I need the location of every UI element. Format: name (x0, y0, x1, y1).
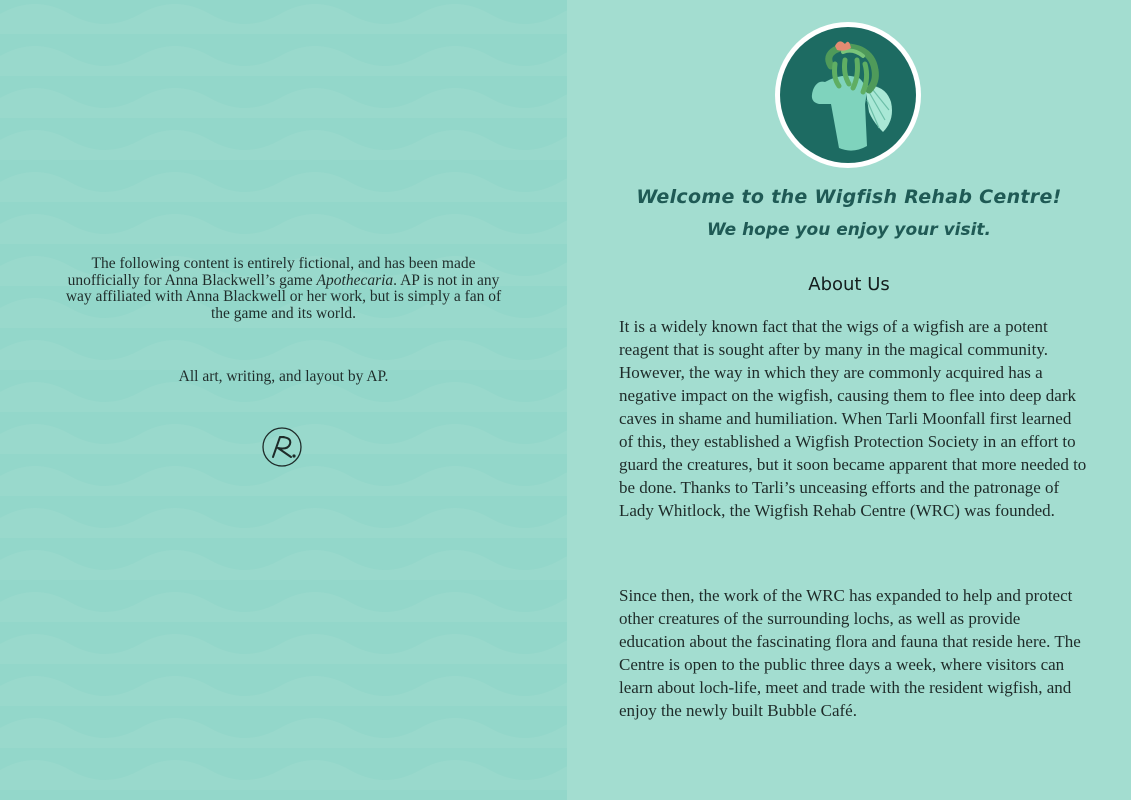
wave-band (0, 676, 567, 706)
wave-band (0, 130, 567, 160)
wave-band (0, 88, 567, 118)
ap-monogram-icon (261, 426, 303, 468)
wave-band (0, 760, 567, 790)
wave-band (0, 550, 567, 580)
wave-band (0, 718, 567, 748)
welcome-title: Welcome to the Wigfish Rehab Centre! (636, 186, 1062, 208)
wave-band (0, 46, 567, 76)
credits-text: All art, writing, and layout by AP. (178, 368, 389, 385)
about-paragraph: It is a widely known fact that the wigs of a wigfish are a potent reagent that is sought after by many in the magical community. However, the way in which they are commonly acquired has a negative impact on the wigfish, causing them to flee into deep dark caves in shame and humiliation. When Tarli Moonfall first learned of this, they established a Wigfish Protection Society in an effort to guard the creatures, but it soon became apparent that more needed to be done. Thanks to Tarli’s unceasing efforts and the patronage of Lady Whitlock, the Wigfish Rehab Centre (WRC) was founded. (619, 317, 1087, 520)
wave-band (0, 466, 567, 496)
wave-band (0, 592, 567, 622)
about-paragraph: Since then, the work of the WRC has expanded to help and protect other creatures of the surrounding lochs, as well as provide education about the fascinating flora and fauna that reside here. The Centre is open to the public three days a week, where visitors can learn about loch-life, meet and trade with the resident wigfish, and enjoy the newly built Bubble Café. (619, 586, 1081, 720)
wave-band (0, 172, 567, 202)
disclaimer-text (60, 256, 507, 322)
disclaimer-before: The following content is entirely fictional, and has been made unofficially for Anna Blackwell’s game (67, 255, 476, 289)
wigfish-emblem-icon (773, 20, 923, 170)
disclaimer-after: . AP is not in any way affiliated with Anna Blackwell or her work, but is simply a fan of the game and its world. (65, 271, 502, 322)
game-title: Apothecaria (316, 271, 394, 289)
about-heading: About Us (808, 274, 890, 295)
wave-band (0, 508, 567, 538)
right-page (567, 0, 1131, 800)
wave-band (0, 4, 567, 34)
wave-band (0, 214, 567, 244)
wave-band (0, 634, 567, 664)
wave-band (0, 340, 567, 370)
welcome-subtitle: We hope you enjoy your visit. (706, 220, 992, 240)
wave-band (0, 382, 567, 412)
